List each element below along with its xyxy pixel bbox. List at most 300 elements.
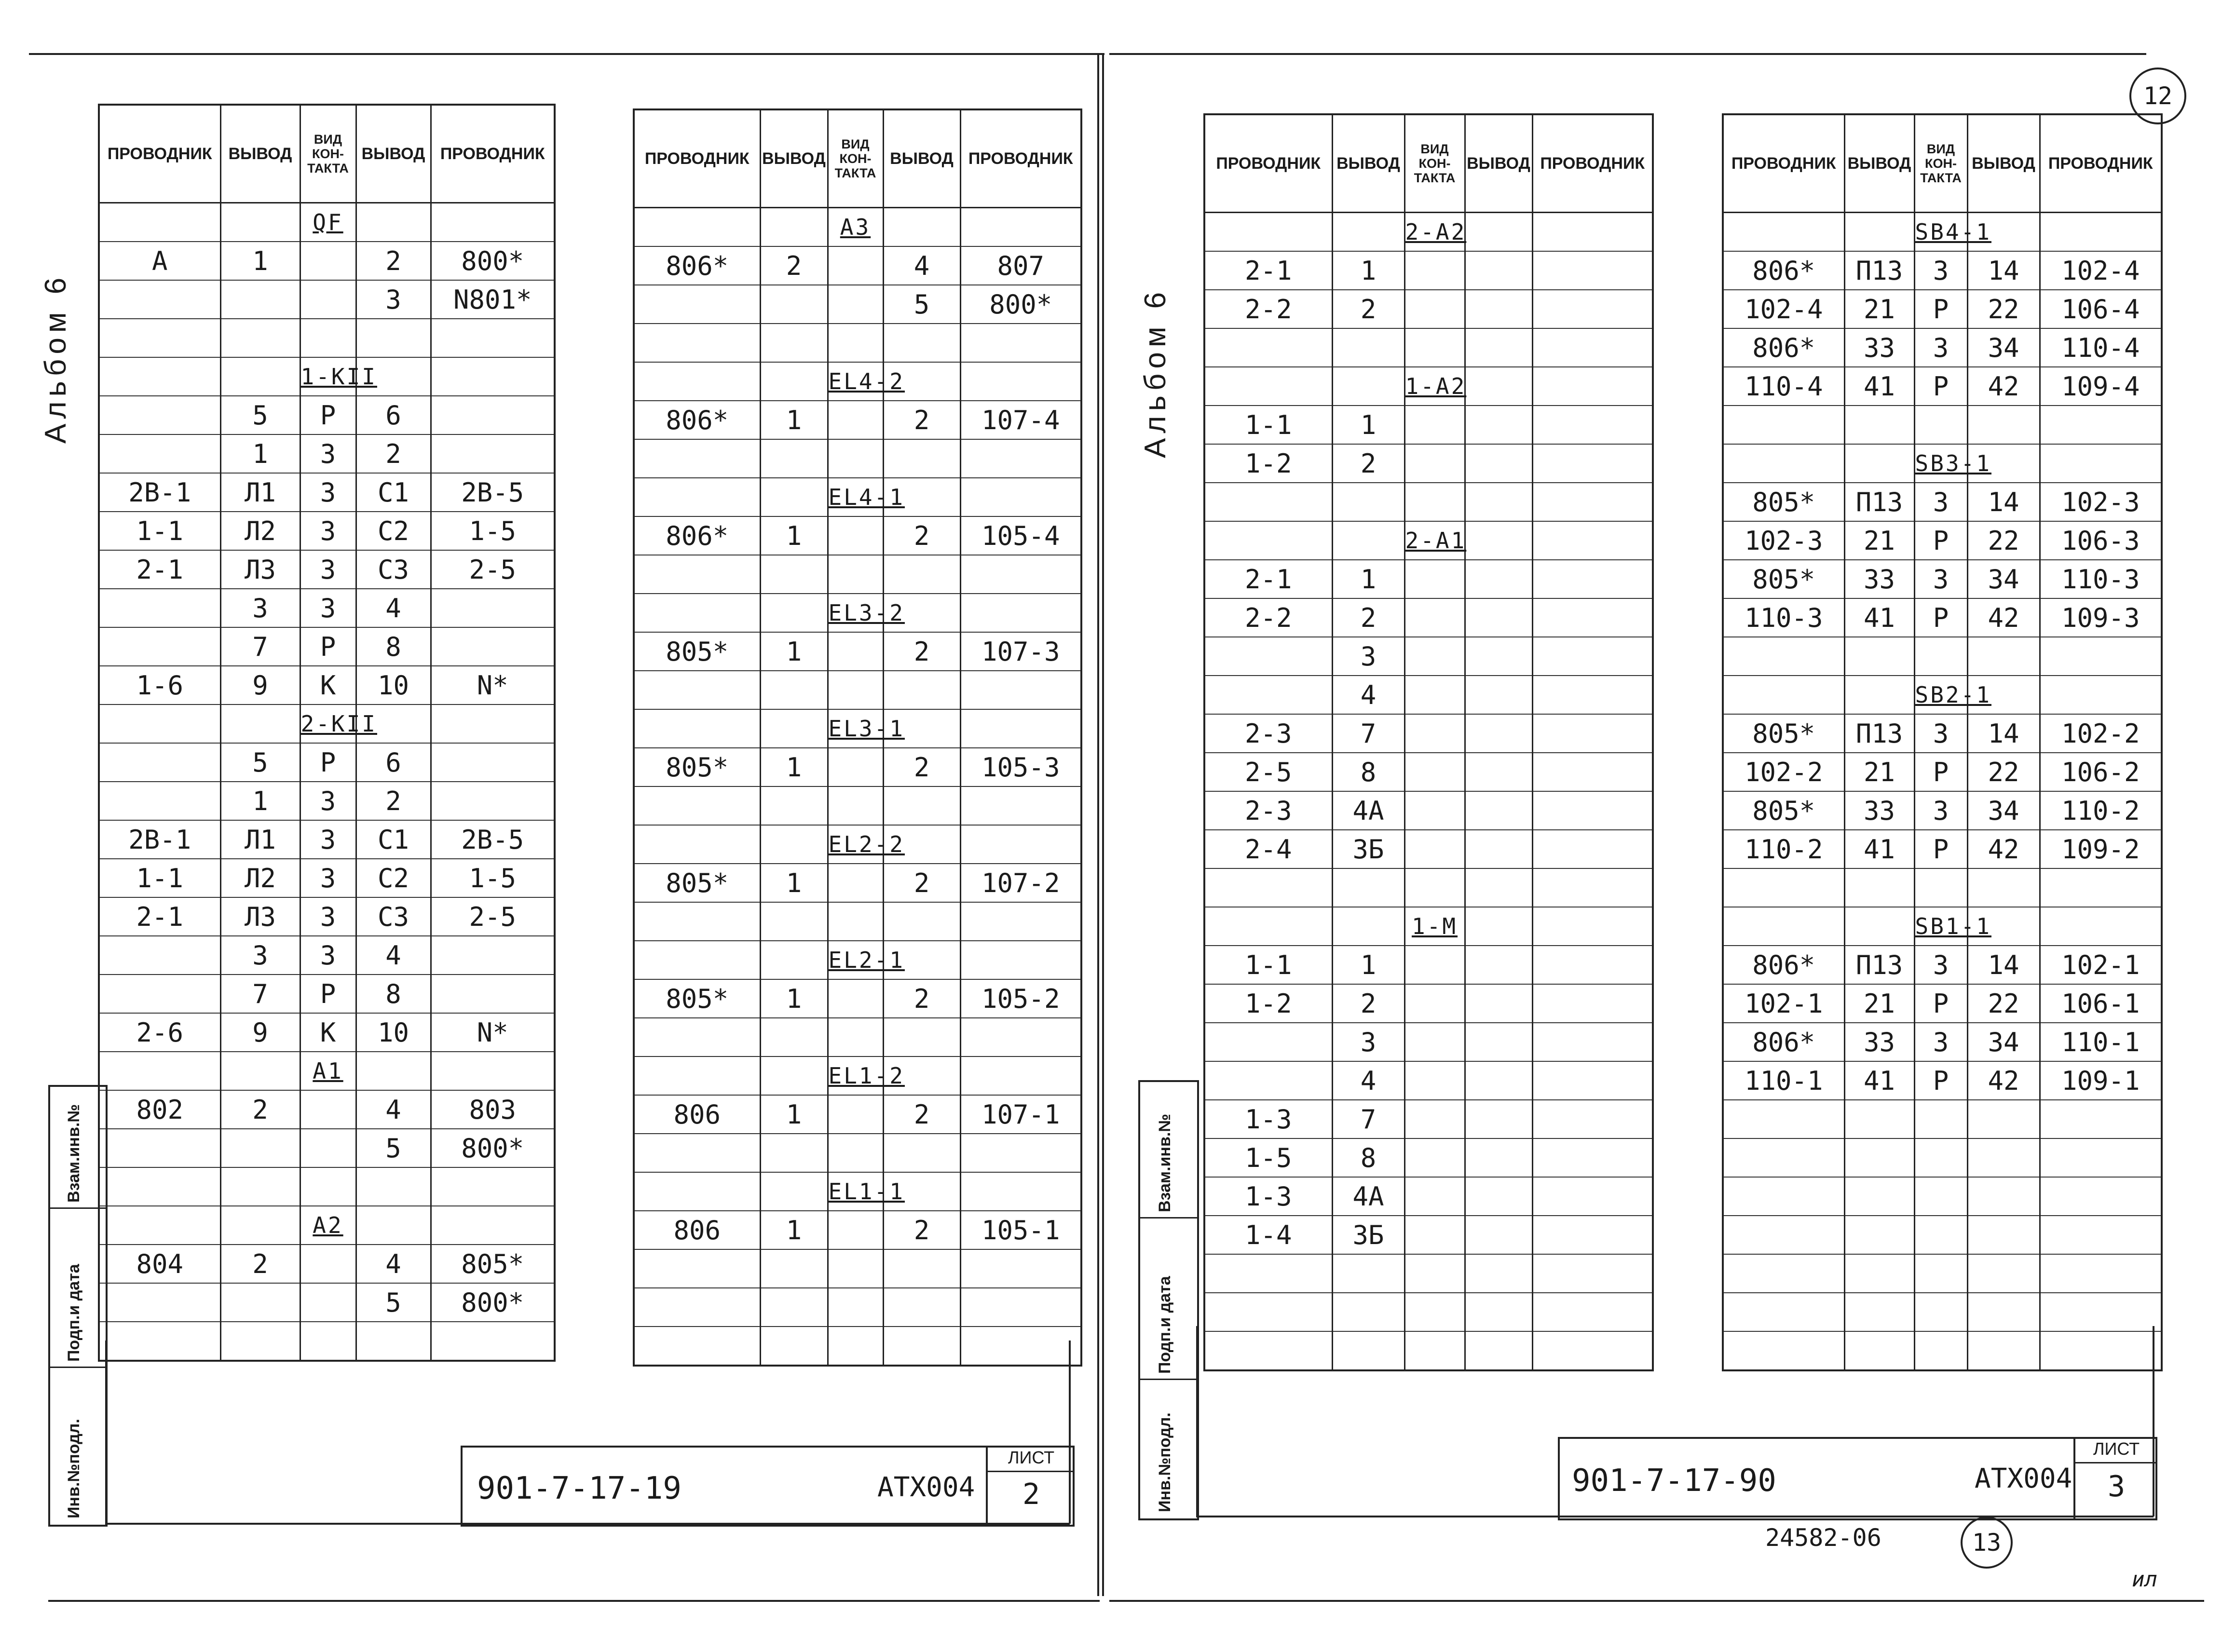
table-cell: 2-3 [1204, 714, 1332, 753]
table-cell: 2 [356, 242, 431, 280]
table-row [99, 1052, 555, 1090]
table-cell: П13 [1844, 946, 1914, 984]
table-cell: 1-1 [1204, 946, 1332, 984]
table-cell [1844, 1293, 1914, 1331]
table-cell: 109-2 [2040, 830, 2162, 868]
table-row [99, 550, 555, 589]
table-row [1723, 406, 2162, 444]
table-cell [431, 319, 555, 357]
table-row [1204, 1023, 1653, 1061]
table-cell [1204, 367, 1332, 406]
title-block [461, 1446, 1075, 1527]
table-cell [634, 439, 760, 478]
table-cell [1465, 251, 1532, 290]
table-cell [1404, 406, 1465, 444]
table-cell: 805* [1723, 714, 1844, 753]
table-cell [960, 902, 1081, 941]
table-cell [99, 319, 220, 357]
table-cell: 2 [883, 1095, 960, 1134]
table-cell: 3 [300, 512, 356, 550]
table-cell: Л3 [220, 897, 300, 936]
table-row [1204, 598, 1653, 637]
table-row [634, 594, 1081, 632]
table-cell [1465, 213, 1532, 252]
table-cell: 2-2 [1204, 290, 1332, 328]
table-cell: 42 [1967, 830, 2040, 868]
table-cell [431, 1167, 555, 1206]
table-cell: 106-1 [2040, 984, 2162, 1023]
table-cell [1404, 676, 1465, 714]
table-cell [828, 555, 883, 594]
header-terminal: ВЫВОД [760, 109, 828, 208]
table-cell: 4 [1332, 1061, 1404, 1100]
table-cell [828, 1018, 883, 1056]
table-cell [1404, 1100, 1465, 1138]
table-cell [2040, 213, 2162, 252]
wiring-table-b [633, 108, 1082, 1367]
table-cell: Р [1914, 1061, 1967, 1100]
table-row [634, 1249, 1081, 1288]
table-cell [2040, 637, 2162, 676]
table-row [1723, 1177, 2162, 1216]
table-cell: 1 [220, 782, 300, 820]
device-designation: SB2-1 [1914, 676, 1967, 714]
table-cell [220, 280, 300, 319]
table-cell [760, 285, 828, 324]
table-cell [1532, 251, 1653, 290]
table-cell [634, 786, 760, 825]
table-row [99, 473, 555, 512]
table-cell [99, 280, 220, 319]
table-cell: 1-6 [99, 666, 220, 704]
table-cell [960, 1172, 1081, 1211]
table-row [99, 627, 555, 666]
table-cell: 2-1 [99, 550, 220, 589]
table-cell [634, 594, 760, 632]
device-designation: А3 [828, 208, 883, 247]
table-cell [300, 1129, 356, 1167]
table-cell [1465, 328, 1532, 367]
table-row [1204, 1331, 1653, 1370]
table-cell: 4 [356, 589, 431, 627]
table-row [634, 748, 1081, 786]
table-cell: 8 [1332, 1138, 1404, 1177]
table-cell: 33 [1844, 328, 1914, 367]
table-row [99, 280, 555, 319]
table-cell: 7 [220, 627, 300, 666]
table-cell [1723, 1138, 1844, 1177]
table-cell: 806* [1723, 946, 1844, 984]
table-cell: К [300, 666, 356, 704]
table-cell [1404, 1216, 1465, 1254]
table-row [634, 902, 1081, 941]
table-row [1204, 946, 1653, 984]
table-cell [1332, 367, 1404, 406]
table-cell: 2-1 [1204, 251, 1332, 290]
document-designation: АТХ004 [1975, 1463, 2072, 1494]
table-row [1204, 1293, 1653, 1331]
table-row [99, 743, 555, 782]
table-cell: Р [1914, 367, 1967, 406]
table-row [634, 709, 1081, 748]
table-cell [2040, 1177, 2162, 1216]
table-cell [1332, 1293, 1404, 1331]
device-designation: EL1-1 [828, 1172, 883, 1211]
table-cell: 806* [1723, 328, 1844, 367]
table-cell [1465, 830, 1532, 868]
table-row [99, 434, 555, 473]
table-cell: Л3 [220, 550, 300, 589]
table-cell: 5 [356, 1129, 431, 1167]
table-cell [960, 1249, 1081, 1288]
table-row [99, 782, 555, 820]
stamp-column [48, 1085, 108, 1527]
table-cell [2040, 868, 2162, 907]
table-cell [1532, 1293, 1653, 1331]
table-cell: А [99, 242, 220, 280]
table-row [1204, 637, 1653, 676]
table-row [1204, 251, 1653, 290]
table-row [634, 941, 1081, 979]
page-number-circle: 12 [2129, 68, 2186, 124]
device-designation: 1-М [1404, 907, 1465, 946]
table-cell [431, 975, 555, 1013]
table-cell: 2 [883, 632, 960, 671]
table-cell [883, 1018, 960, 1056]
table-cell [1465, 791, 1532, 830]
device-designation: EL4-2 [828, 362, 883, 401]
table-cell: 3 [356, 280, 431, 319]
table-cell: 3 [300, 820, 356, 859]
header-terminal: ВЫВОД [220, 105, 300, 203]
table-cell: 3 [1914, 791, 1967, 830]
table-row [634, 1134, 1081, 1172]
table-row [99, 1013, 555, 1052]
table-cell: 805* [1723, 791, 1844, 830]
document-designation: АТХ004 [877, 1472, 975, 1503]
header-contact-type: ВИД КОН- ТАКТА [1404, 114, 1465, 213]
table-cell [960, 786, 1081, 825]
table-row [99, 1283, 555, 1322]
table-cell [1465, 598, 1532, 637]
table-cell [760, 1056, 828, 1095]
table-cell [431, 1052, 555, 1090]
table-cell [1844, 1100, 1914, 1138]
table-cell [1465, 1293, 1532, 1331]
table-row [1723, 560, 2162, 598]
table-row [634, 1288, 1081, 1327]
table-row [634, 1018, 1081, 1056]
table-cell: 1-5 [431, 859, 555, 897]
table-cell: 800* [960, 285, 1081, 324]
table-cell [634, 285, 760, 324]
table-cell [1844, 406, 1914, 444]
table-row [1723, 868, 2162, 907]
table-cell [1404, 1061, 1465, 1100]
table-row [1723, 598, 2162, 637]
table-cell: 1 [1332, 406, 1404, 444]
table-cell [960, 555, 1081, 594]
table-cell: 3 [1914, 560, 1967, 598]
table-cell: 3 [1914, 714, 1967, 753]
table-cell [431, 434, 555, 473]
header-conductor: ПРОВОДНИК [1723, 114, 1844, 213]
table-cell [1404, 560, 1465, 598]
table-cell: 4 [1332, 676, 1404, 714]
stamp-label-inventory: Инв.№подл. [1156, 1412, 1174, 1512]
table-cell: Р [300, 975, 356, 1013]
table-cell: 2-4 [1204, 830, 1332, 868]
table-cell [1465, 1216, 1532, 1254]
table-cell [300, 1167, 356, 1206]
device-designation: EL3-1 [828, 709, 883, 748]
table-cell: 2-6 [99, 1013, 220, 1052]
table-cell [99, 589, 220, 627]
table-row [1204, 1100, 1653, 1138]
table-cell: 5 [220, 743, 300, 782]
table-cell: Л1 [220, 820, 300, 859]
table-cell: 1-5 [1204, 1138, 1332, 1177]
table-cell [356, 1322, 431, 1361]
table-cell: 805* [634, 979, 760, 1018]
table-cell: 1-1 [1204, 406, 1332, 444]
table-cell [1723, 1216, 1844, 1254]
table-cell [1404, 868, 1465, 907]
table-cell [1914, 1254, 1967, 1293]
table-row [634, 1056, 1081, 1095]
table-row [1204, 521, 1653, 560]
table-cell [2040, 676, 2162, 714]
bottom-page-circle: 13 [1961, 1517, 2013, 1569]
table-cell [1404, 598, 1465, 637]
table-cell [1532, 907, 1653, 946]
table-cell: 110-4 [1723, 367, 1844, 406]
table-cell [883, 1327, 960, 1366]
table-cell: 21 [1844, 521, 1914, 560]
table-row [634, 555, 1081, 594]
table-row [1723, 1216, 2162, 1254]
device-designation: QF [300, 203, 356, 242]
table-cell [1844, 1254, 1914, 1293]
table-cell: С1 [356, 820, 431, 859]
table-cell: Р [1914, 830, 1967, 868]
table-cell [1465, 907, 1532, 946]
table-cell: 34 [1967, 1023, 2040, 1061]
table-cell: 3 [220, 936, 300, 975]
table-cell [220, 203, 300, 242]
table-cell [1723, 1177, 1844, 1216]
table-row [1204, 328, 1653, 367]
table-cell [220, 1052, 300, 1090]
table-cell: 3 [300, 434, 356, 473]
table-cell [99, 1283, 220, 1322]
table-cell: 22 [1967, 984, 2040, 1023]
table-cell [960, 362, 1081, 401]
table-cell [1465, 1254, 1532, 1293]
table-cell [634, 478, 760, 516]
table-cell: 4 [356, 936, 431, 975]
table-row [99, 396, 555, 434]
table-cell [1404, 444, 1465, 483]
table-cell [1967, 1293, 2040, 1331]
table-cell [634, 555, 760, 594]
table-cell [760, 324, 828, 362]
table-cell: 109-1 [2040, 1061, 2162, 1100]
table-cell [828, 1134, 883, 1172]
table-cell: 1 [760, 979, 828, 1018]
table-cell: 806* [634, 516, 760, 555]
table-cell: 7 [220, 975, 300, 1013]
table-row [634, 208, 1081, 247]
title-block [1558, 1437, 2157, 1520]
table-cell: 2-1 [99, 897, 220, 936]
table-cell [2040, 1138, 2162, 1177]
table-cell [634, 1249, 760, 1288]
table-cell: 5 [883, 285, 960, 324]
table-cell [828, 1095, 883, 1134]
table-cell: С3 [356, 897, 431, 936]
table-header-row [1723, 114, 2162, 213]
table-cell [99, 627, 220, 666]
table-cell [99, 1052, 220, 1090]
table-cell: 105-4 [960, 516, 1081, 555]
device-designation: EL1-2 [828, 1056, 883, 1095]
table-cell [883, 786, 960, 825]
table-cell [1404, 1177, 1465, 1216]
table-row [1204, 791, 1653, 830]
table-cell [1465, 290, 1532, 328]
table-cell [1967, 1331, 2040, 1370]
table-row [1204, 907, 1653, 946]
table-row [99, 357, 555, 396]
table-cell [1465, 406, 1532, 444]
table-cell: 805* [1723, 483, 1844, 521]
device-designation: 1-KII [300, 357, 356, 396]
table-cell [1532, 1177, 1653, 1216]
table-row [1723, 907, 2162, 946]
table-cell: 41 [1844, 367, 1914, 406]
device-designation: EL2-1 [828, 941, 883, 979]
table-row [1204, 483, 1653, 521]
table-cell [1532, 1100, 1653, 1138]
table-cell [828, 671, 883, 709]
table-cell [356, 1167, 431, 1206]
table-cell [1532, 598, 1653, 637]
table-cell: 1 [220, 242, 300, 280]
table-cell [1914, 637, 1967, 676]
sheet-number-box [986, 1448, 1075, 1525]
table-cell: 2В-5 [431, 473, 555, 512]
table-cell: 110-4 [2040, 328, 2162, 367]
table-cell: 1-4 [1204, 1216, 1332, 1254]
table-cell: 105-2 [960, 979, 1081, 1018]
table-cell: 3 [1332, 1023, 1404, 1061]
table-cell: 3 [1914, 483, 1967, 521]
table-cell: 2 [356, 434, 431, 473]
device-designation: 2-KII [300, 704, 356, 743]
table-cell [828, 1249, 883, 1288]
header-terminal: ВЫВОД [1465, 114, 1532, 213]
table-cell: С2 [356, 859, 431, 897]
table-cell: 105-1 [960, 1211, 1081, 1249]
table-cell [431, 743, 555, 782]
table-row [1204, 676, 1653, 714]
device-designation: EL3-2 [828, 594, 883, 632]
table-cell: Л2 [220, 512, 300, 550]
table-cell [828, 632, 883, 671]
table-cell [634, 1327, 760, 1366]
table-row [1723, 830, 2162, 868]
table-cell: 3 [1914, 946, 1967, 984]
table-cell [431, 1206, 555, 1245]
header-contact-type: ВИД КОН- ТАКТА [1914, 114, 1967, 213]
document-code: 901-7-17-19 [477, 1471, 682, 1506]
table-cell [1914, 406, 1967, 444]
table-cell [1532, 1254, 1653, 1293]
sheet-label: ЛИСТ [2075, 1439, 2157, 1463]
table-cell [1532, 328, 1653, 367]
top-border-line [29, 53, 1104, 55]
table-cell [1914, 1331, 1967, 1370]
table-cell: 3 [1332, 637, 1404, 676]
table-cell: N801* [431, 280, 555, 319]
table-cell [828, 748, 883, 786]
table-cell [883, 324, 960, 362]
device-designation: EL2-2 [828, 825, 883, 864]
table-cell [1723, 868, 1844, 907]
table-cell [220, 1322, 300, 1361]
table-cell: 806 [634, 1095, 760, 1134]
table-cell: 14 [1967, 483, 2040, 521]
table-cell [828, 1288, 883, 1327]
table-cell [760, 709, 828, 748]
table-cell [634, 1056, 760, 1095]
table-row [99, 666, 555, 704]
table-cell [883, 1134, 960, 1172]
table-cell [2040, 1254, 2162, 1293]
table-cell [828, 246, 883, 285]
table-cell [634, 1018, 760, 1056]
table-row [1204, 1177, 1653, 1216]
table-row [634, 864, 1081, 902]
table-row [1204, 444, 1653, 483]
table-cell: 110-1 [1723, 1061, 1844, 1100]
table-cell [300, 1322, 356, 1361]
table-cell: 33 [1844, 1023, 1914, 1061]
table-cell: 2 [883, 401, 960, 439]
table-cell: 107-2 [960, 864, 1081, 902]
table-cell [1465, 1138, 1532, 1177]
table-cell: К [300, 1013, 356, 1052]
table-cell [220, 1129, 300, 1167]
device-designation: SB1-1 [1914, 907, 1967, 946]
table-cell [1404, 328, 1465, 367]
table-cell [760, 1018, 828, 1056]
table-cell [1332, 1331, 1404, 1370]
header-conductor: ПРОВОДНИК [634, 109, 760, 208]
header-conductor: ПРОВОДНИК [1204, 114, 1332, 213]
table-cell: 4 [883, 246, 960, 285]
table-cell [431, 203, 555, 242]
table-cell: 110-3 [2040, 560, 2162, 598]
table-cell: 4 [356, 1245, 431, 1283]
table-cell [1404, 483, 1465, 521]
table-cell [1844, 1177, 1914, 1216]
table-row [634, 362, 1081, 401]
table-cell [1465, 1177, 1532, 1216]
table-cell: 2 [1332, 290, 1404, 328]
table-cell [99, 1129, 220, 1167]
